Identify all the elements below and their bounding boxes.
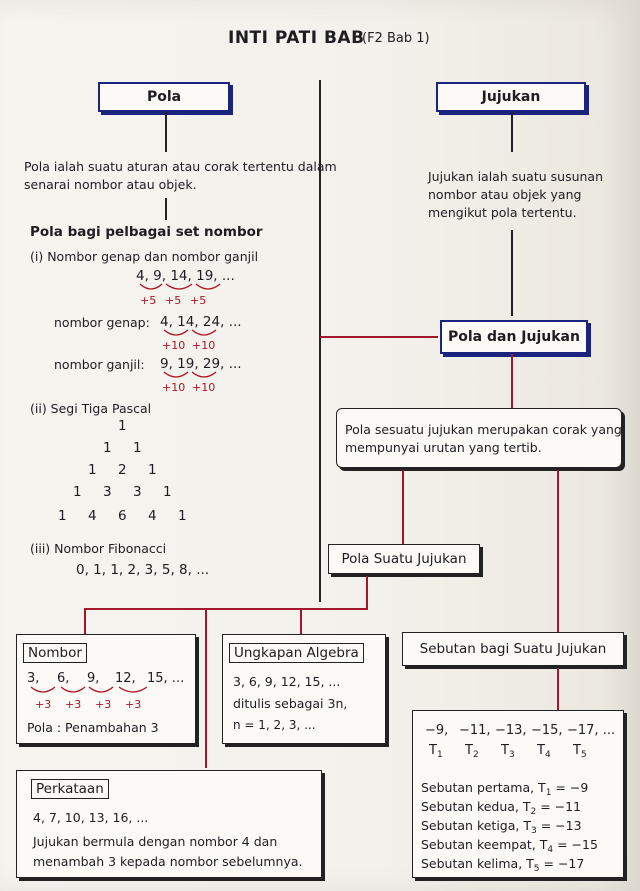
red-connector — [557, 668, 559, 710]
red-connector — [320, 336, 438, 338]
jujukan-box — [436, 82, 586, 112]
red-connector — [300, 608, 302, 634]
diff-label: +10 — [192, 339, 216, 352]
ungkapan-label: Ungkapan Algebra — [229, 643, 364, 663]
diff-label: +3 — [65, 698, 82, 711]
term-row: Sebutan pertama, $T_1 = -9$ — [421, 780, 589, 798]
nombor-term: 9, — [87, 671, 100, 686]
perkataan-line: menambah 3 kepada nombor sebelumnya. — [33, 854, 303, 869]
connector — [165, 112, 167, 152]
nombor-label: Nombor — [23, 643, 87, 663]
perkataan-box — [16, 770, 322, 878]
connector — [511, 230, 513, 316]
pascal-number: 1 — [133, 440, 142, 456]
sequence-4-9-14: 4, 9, 14, 19, ... — [136, 268, 235, 284]
jujukan-definition-2: nombor atau objek yang — [428, 187, 582, 202]
term-row: Sebutan kelima, $T_5 = -17$ — [421, 856, 585, 874]
item-fibonacci: (iii) Nombor Fibonacci — [30, 541, 167, 556]
perkataan-label: Perkataan — [31, 779, 109, 799]
pola-label: Pola — [146, 89, 182, 105]
jujukan-definition-3: mengikut pola tertentu. — [428, 205, 577, 220]
term-value: −17, ... — [567, 723, 616, 738]
nombor-term: 6, — [57, 671, 70, 686]
term-value: −9, — [425, 723, 449, 738]
diff-label: +3 — [95, 698, 112, 711]
sebutan-label: Sebutan bagi Suatu Jujukan — [419, 641, 607, 657]
fibonacci-sequence: 0, 1, 1, 2, 3, 5, 8, ... — [76, 562, 210, 578]
sebutan-header-box — [402, 632, 624, 666]
nombor-term: 12, — [115, 671, 136, 686]
item-even-odd: (i) Nombor genap dan nombor ganjil — [30, 249, 259, 264]
pascal-number: 1 — [58, 508, 67, 524]
jujukan-label: Jujukan — [481, 89, 541, 105]
ungkapan-line: ditulis sebagai 3n, — [233, 696, 348, 711]
pascal-number: 1 — [73, 484, 82, 500]
perkataan-line: Jujukan bermula dengan nombor 4 dan — [33, 834, 278, 849]
diff-label: +5 — [165, 294, 182, 307]
pascal-number: 1 — [148, 462, 157, 478]
pascal-number: 4 — [148, 508, 157, 524]
page-title: INTI PATI BAB — [228, 28, 365, 48]
red-connector — [366, 576, 368, 610]
connector — [511, 112, 513, 152]
pola-suatu-jujukan-label: Pola Suatu Jujukan — [341, 551, 467, 567]
diff-label: +10 — [162, 339, 186, 352]
item-pascal: (ii) Segi Tiga Pascal — [30, 401, 152, 416]
desc-line: mempunyai urutan yang tertib. — [345, 440, 542, 455]
pascal-number: 1 — [178, 508, 187, 524]
term-name: $T_4$ — [537, 743, 551, 760]
term-value: −15, — [531, 723, 563, 738]
diff-label: +3 — [125, 698, 142, 711]
pola-jujukan-desc-box — [336, 408, 622, 468]
pascal-number: 1 — [103, 440, 112, 456]
red-connector — [84, 608, 86, 634]
pascal-number: 3 — [133, 484, 142, 500]
even-sequence: 4, 14, 24, ... — [160, 314, 242, 330]
pascal-number: 1 — [118, 418, 127, 434]
perkataan-line: 4, 7, 10, 13, 16, ... — [33, 810, 149, 825]
ungkapan-box — [222, 634, 386, 744]
red-connector — [511, 354, 513, 408]
connector — [165, 198, 167, 220]
nombor-term: 3, — [27, 671, 40, 686]
diff-label: +5 — [140, 294, 157, 307]
ungkapan-line: n = 1, 2, 3, ... — [233, 718, 316, 732]
red-connector — [402, 470, 404, 544]
red-connector — [84, 608, 367, 610]
term-name: $T_1$ — [429, 743, 443, 760]
odd-sequence: 9, 19, 29, ... — [160, 356, 242, 372]
pola-dan-jujukan-box — [440, 320, 588, 354]
nombor-term: 15, ... — [147, 671, 185, 686]
red-connector — [557, 470, 559, 632]
pola-dan-jujukan-label: Pola dan Jujukan — [448, 329, 580, 345]
pascal-number: 1 — [88, 462, 97, 478]
pola-sets-heading: Pola bagi pelbagai set nombor — [30, 224, 263, 240]
term-value: −13, — [495, 723, 527, 738]
diff-label: +5 — [190, 294, 207, 307]
pola-box — [98, 82, 230, 112]
even-label: nombor genap: — [54, 315, 150, 330]
term-row: Sebutan kedua, $T_2 = -11$ — [421, 799, 582, 817]
red-connector — [205, 608, 207, 768]
sebutan-box — [412, 710, 624, 878]
pola-definition-1: Pola ialah suatu aturan atau corak tertentu dalam — [24, 159, 337, 174]
page-subtitle: (F2 Bab 1) — [362, 31, 430, 46]
nombor-box — [16, 634, 196, 744]
odd-label: nombor ganjil: — [54, 357, 145, 372]
term-name: $T_5$ — [573, 743, 587, 760]
pascal-number: 4 — [88, 508, 97, 524]
ungkapan-line: 3, 6, 9, 12, 15, ... — [233, 674, 341, 689]
diff-label: +10 — [192, 381, 216, 394]
pascal-number: 6 — [118, 508, 127, 524]
term-row: Sebutan ketiga, $T_3 = -13$ — [421, 818, 582, 836]
red-connector — [205, 766, 207, 768]
pascal-number: 2 — [118, 462, 127, 478]
nombor-pattern: Pola : Penambahan 3 — [27, 720, 159, 735]
diff-label: +10 — [162, 381, 186, 394]
desc-line: Pola sesuatu jujukan merupakan corak yang — [345, 422, 622, 437]
pascal-number: 3 — [103, 484, 112, 500]
difference-arrows — [27, 685, 167, 697]
diff-label: +3 — [35, 698, 52, 711]
pascal-number: 1 — [163, 484, 172, 500]
pola-definition-2: senarai nombor atau objek. — [24, 177, 197, 192]
term-name: $T_3$ — [501, 743, 515, 760]
term-name: $T_2$ — [465, 743, 479, 760]
term-row: Sebutan keempat, $T_4 = -15$ — [421, 837, 598, 855]
jujukan-definition-1: Jujukan ialah suatu susunan — [428, 169, 604, 184]
pola-suatu-jujukan-box — [328, 544, 480, 574]
term-value: −11, — [459, 723, 491, 738]
